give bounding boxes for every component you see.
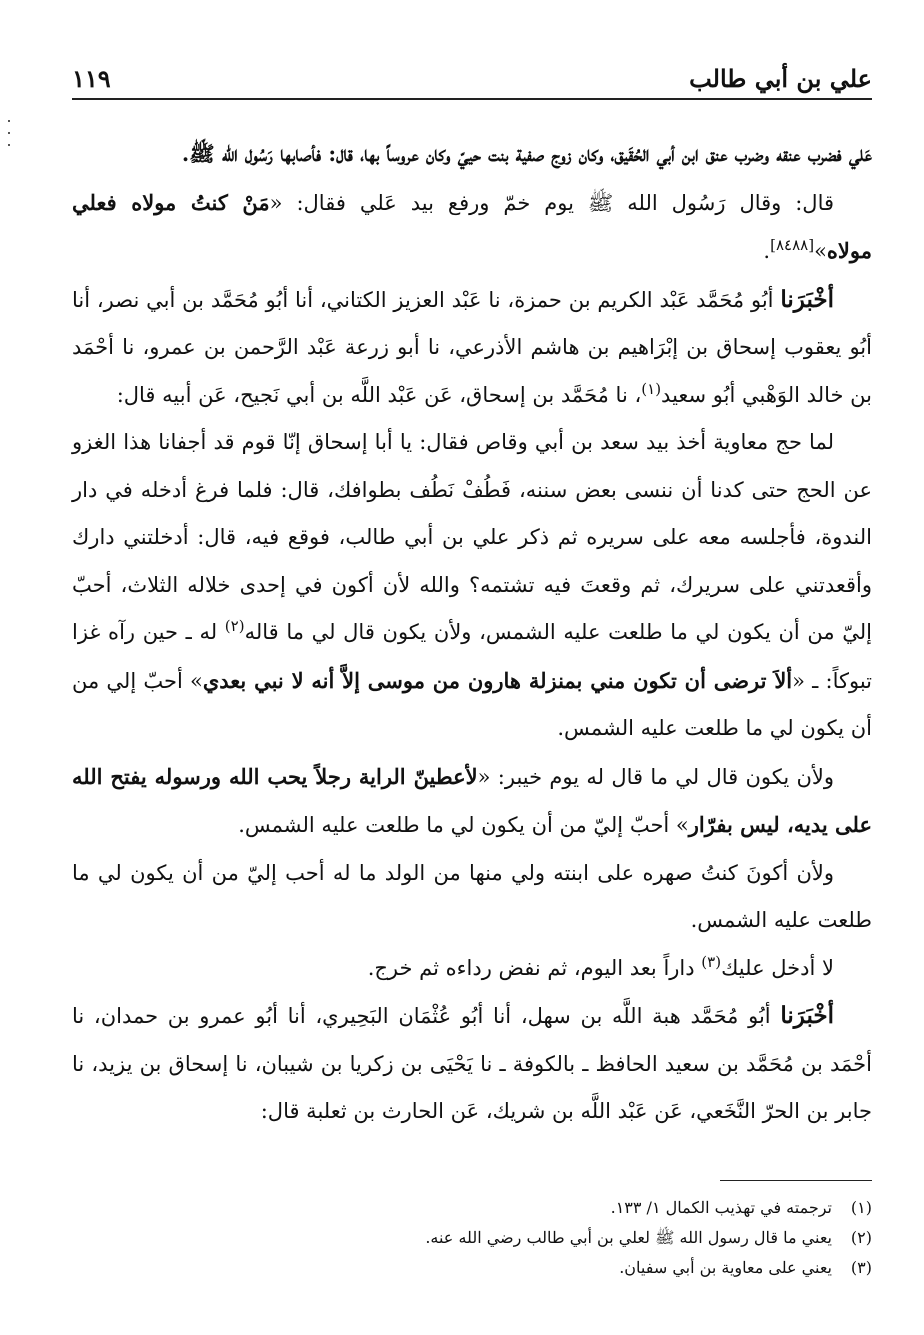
quote-close: » bbox=[814, 239, 827, 263]
paragraph-7-text-2: داراً بعد اليوم، ثم نفض رداءه ثم خرج. bbox=[367, 955, 702, 980]
footnotes bbox=[72, 1180, 872, 1283]
running-title: علي بن أبي طالب bbox=[689, 63, 872, 93]
paragraph-7-text: لا أدخل عليك bbox=[721, 955, 834, 980]
paragraph-4 bbox=[72, 419, 872, 753]
hadith-quote-2: ألاَ ترضى أن تكون مني بمنزلة هارون من موسى إلاَّ أنه لا نبي بعدي bbox=[202, 667, 793, 693]
footnote-text: ترجمته في تهذيب الكمال ١/ ١٣٣. bbox=[610, 1198, 832, 1217]
isnad-lead-1: أخْبَرَنا bbox=[780, 285, 834, 313]
hadith-number: [٨٤٨٨] bbox=[770, 236, 815, 254]
footnote-number: (٣) bbox=[850, 1258, 872, 1277]
paragraph-6 bbox=[72, 850, 872, 945]
paragraph-2 bbox=[72, 179, 872, 276]
margin-marks bbox=[8, 120, 14, 156]
paragraph-1 bbox=[72, 130, 872, 179]
paragraph-5-text-2: » أحبّ إليّ من أن يكون لي ما طلعت عليه الشمس. bbox=[238, 813, 689, 837]
paragraph-6-text: ولأن أكونَ كنتُ صهره على ابنته ولي منها من الولد ما له أحب إليّ من أن يكون لي ما طلعت عليه الشمس. bbox=[72, 860, 872, 932]
footnote-divider bbox=[720, 1180, 872, 1181]
paragraph-4-text-2: له ـ حين رآه غزا تبوكاً: ـ « bbox=[72, 620, 872, 693]
footnote-2 bbox=[72, 1223, 872, 1253]
paragraph-2-text: قال: وقال رَسُول الله ﷺ يوم خمّ ورفع بيد عَلي فقال: « bbox=[269, 190, 835, 215]
paragraph-3 bbox=[72, 276, 872, 420]
paragraph-7 bbox=[72, 945, 872, 993]
paragraph-5-text: ولأن يكون قال لي ما قال له يوم خيبر: « bbox=[477, 764, 834, 789]
paragraph-4-text-3: » أحبّ إلي من أن يكون لي ما طلعت عليه الشمس. bbox=[72, 668, 872, 740]
hadith-quote-1: مَنْ كنتُ مولاه فعلي مولاه bbox=[72, 189, 872, 263]
hadith-quote-3: لأعطينّ الراية رجلاً يحب الله ورسوله يفتح الله على يديه، ليس بفرّار bbox=[72, 763, 872, 837]
footnote-number: (٢) bbox=[850, 1228, 872, 1247]
paragraph-5 bbox=[72, 753, 872, 850]
footnote-3 bbox=[72, 1253, 872, 1283]
footnote-ref-1: (١) bbox=[641, 379, 662, 398]
main-text bbox=[72, 130, 872, 1136]
footnote-number: (١) bbox=[850, 1198, 872, 1217]
footnote-ref-3: (٣) bbox=[701, 952, 722, 971]
paragraph-3-text-2: ، نا مُحَمَّد بن إسحاق، عَن عَبْد اللَّه بن أبي نَجيح، عَن أبيه قال: bbox=[116, 382, 642, 407]
paragraph-8 bbox=[72, 992, 872, 1136]
paragraph-8-text: أبُو مُحَمَّد هبة اللَّه بن سهل، أنا أبُو عُثْمَان البَحِيري، أنا أبُو عمرو بن حمدان، نا أحْمَد بن مُحَمَّد بن سعيد الحافظ ـ بالكوفة ـ نا يَحْيَى بن زكريا بن شيبان، نا إسحاق بن يزيد، نا جابر بن الحرّ النَّخَعي، عَن عَبْد اللَّه بن شريك، عَن الحارث بن ثعلبة قال: bbox=[72, 1004, 872, 1123]
isnad-lead-2: أخْبَرَنا bbox=[780, 1002, 834, 1029]
paragraph-2-end: . bbox=[763, 239, 771, 263]
footnote-text: يعني على معاوية بن أبي سفيان. bbox=[619, 1258, 832, 1277]
paragraph-3-text: أبُو مُحَمَّد عَبْد الكريم بن حمزة، نا عَبْد العزيز الكتاني، أنا أبُو مُحَمَّد بن أبي نصر، أنا أبُو يعقوب إسحاق بن إبْرَاهيم بن هاشم الأذرعي، نا أبو زرعة عَبْد الرَّحمن بن عمرو، نا أحْمَد بن خالد الوَهْبي أبُو سعيد bbox=[72, 287, 872, 407]
paragraph-1-bold: عَلي فضرب عنقه وضرب عنق ابن أبي الحُقَيق، وكان زوج صفية بنت حييّ وكان عروساً بها، قال: فأصابها رَسُول الله ﷺ. bbox=[181, 141, 872, 166]
paragraph-4-text: لما حج معاوية أخذ بيد سعد بن أبي وقاص فقال: يا أبا إسحاق إنّا قوم قد أجفانا هذا الغزو عن الحج حتى كدنا أن ننسى بعض سننه، فَطُفْ نَطُف بطوافك، قال: فلما فرغ أدخله في دار الندوة، فأجلسه معه على سريره ثم ذكر علي بن أبي طالب، فوقع فيه، قال: أدخلتني دارك وأقعدتني على سريرك، ثم وقعتَ فيه تشتمه؟ والله لأن أكون في إحدى خلاله الثلاث، أحبّ إليّ من أن يكون لي ما طلعت عليه الشمس، ولأن يكون قال لي ما قاله bbox=[72, 430, 872, 644]
footnote-ref-2: (٢) bbox=[224, 617, 245, 635]
footnote-1 bbox=[72, 1193, 872, 1223]
footnote-text: يعني ما قال رسول الله ﷺ لعلي بن أبي طالب رضي الله عنه. bbox=[425, 1228, 832, 1247]
page-number: ١١٩ bbox=[72, 63, 111, 93]
page-header bbox=[72, 58, 872, 100]
